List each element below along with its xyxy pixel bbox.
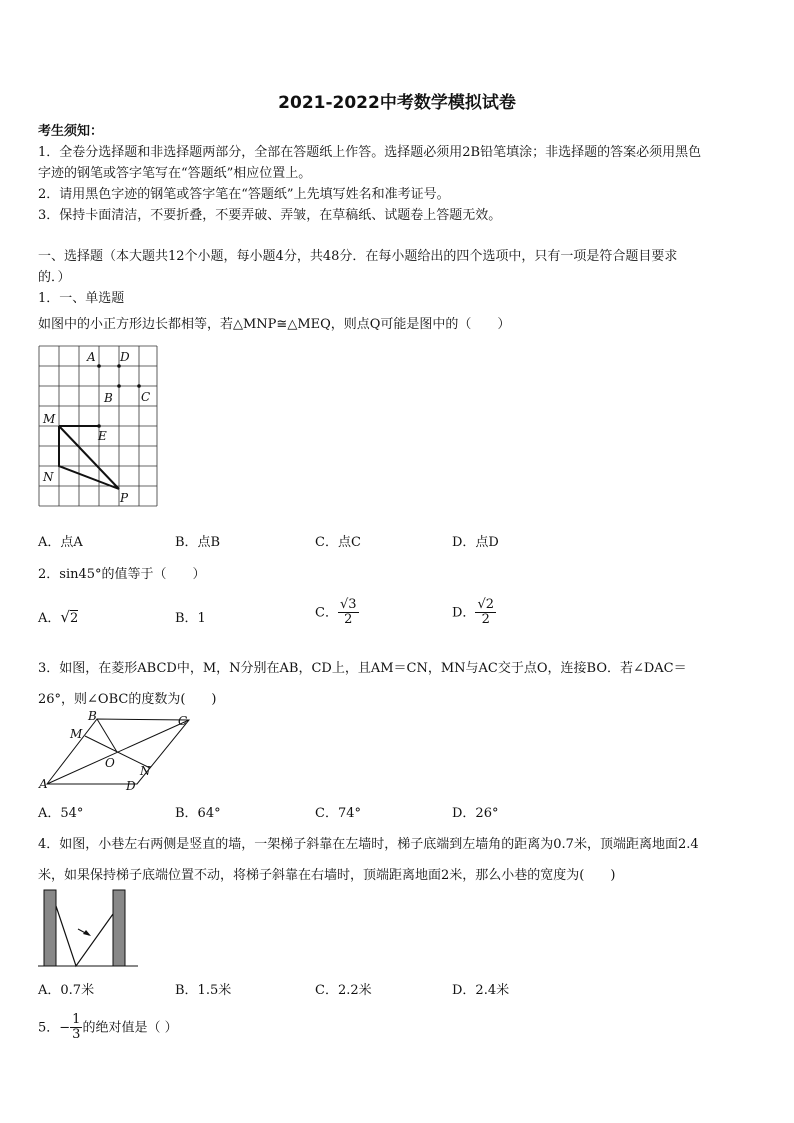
q1-option-a: A．点A <box>38 535 83 550</box>
q3-stem-line2: 26°，则∠OBC的度数为( ) <box>38 692 217 707</box>
right-wall <box>113 890 125 966</box>
notice-heading: 考生须知： <box>38 124 104 139</box>
q2-option-c-label: C． <box>315 605 338 621</box>
notice-line: 2．请用黑色字迹的钢笔或答字笔在“答题纸”上先填写姓名和准考证号。 <box>38 187 450 202</box>
q3-label-C: C <box>178 714 188 728</box>
label-B: B <box>104 391 113 405</box>
section-heading: 一、选择题（本大题共12个小题，每小题4分，共48分．在每小题给出的四个选项中，只有一项是符合题目要求 <box>38 249 678 264</box>
q2-stem: 2．sin45°的值等于（ ） <box>38 567 206 582</box>
label-M: M <box>43 412 56 426</box>
label-C: C <box>141 390 151 404</box>
q5-stem <box>38 1013 178 1043</box>
triangles <box>59 426 119 489</box>
label-E: E <box>98 429 107 443</box>
q2-option-a-label: A． <box>38 611 61 626</box>
q4-stem-line2: 米，如果保持梯子底端位置不动，将梯子斜靠在右墙时，顶端距离地面2米，那么小巷的宽度为( ) <box>38 868 616 883</box>
label-D: D <box>120 350 130 364</box>
q2-option-c-den: 2 <box>344 612 353 628</box>
q5-den: 3 <box>72 1027 81 1043</box>
q1-grid-figure <box>38 345 160 510</box>
q5-suffix: 的绝对值是（ ） <box>82 1020 178 1036</box>
label-P: P <box>120 491 129 505</box>
q3-option-c: C．74° <box>315 806 361 821</box>
page-title: 2021-2022中考数学模拟试卷 <box>278 93 516 113</box>
q3-option-b: B．64° <box>175 806 221 821</box>
left-wall <box>44 890 56 966</box>
q3-option-a: A．54° <box>38 806 84 821</box>
q5-prefix: 5．− <box>38 1020 71 1036</box>
q4-option-c: C．2.2米 <box>315 983 372 998</box>
notice-line: 1．全卷分选择题和非选择题两部分，全部在答题纸上作答。选择题必须用2B铅笔填涂；非选择题的答案必须用黑色 <box>38 145 702 160</box>
q4-stem-line1: 4．如图，小巷左右两侧是竖直的墙，一架梯子斜靠在左墙时，梯子底端到左墙角的距离为0.7米，顶端距离地面2.4 <box>38 837 699 852</box>
q4-option-a: A．0.7米 <box>38 983 95 998</box>
q4-alley-figure <box>38 886 142 970</box>
q5-num: 1 <box>72 1012 81 1027</box>
q2-option-d-num: √2 <box>477 597 494 612</box>
q1-option-c: C．点C <box>315 535 361 550</box>
q2-option-c <box>315 598 359 628</box>
q4-option-b: B．1.5米 <box>175 983 232 998</box>
q2-option-a-radicand: 2 <box>69 611 79 626</box>
label-N: N <box>43 470 54 484</box>
ladders <box>56 906 113 966</box>
q3-option-d: D．26° <box>452 806 499 821</box>
q3-label-B: B <box>88 709 97 723</box>
label-A: A <box>87 350 96 364</box>
q2-option-d-den: 2 <box>481 612 490 628</box>
q3-label-N: N <box>140 764 151 778</box>
q3-stem-line1: 3．如图，在菱形ABCD中，M，N分别在AB，CD上，且AM＝CN，MN与AC交于点O，连接BO．若∠DAC＝ <box>38 661 687 676</box>
q2-option-d <box>452 598 496 628</box>
arrow-head <box>83 930 91 936</box>
q3-label-A: A <box>39 777 48 791</box>
q3-label-M: M <box>70 727 83 741</box>
notice-line: 3．保持卡面清洁，不要折叠，不要弄破、弄皱，在草稿纸、试题卷上答题无效。 <box>38 208 502 223</box>
q2-option-a: A．√2 <box>38 608 79 626</box>
q3-label-D: D <box>126 779 136 793</box>
q2-option-d-label: D． <box>452 605 476 621</box>
q1-option-b: B．点B <box>175 535 221 550</box>
q3-label-O: O <box>105 756 115 770</box>
notice-line: 字迹的钢笔或答字笔写在“答题纸”相应位置上。 <box>38 166 312 181</box>
q4-option-d: D．2.4米 <box>452 983 510 998</box>
q1-stem: 如图中的小正方形边长都相等，若△MNP≅△MEQ，则点Q可能是图中的（ ） <box>38 317 511 332</box>
q1-option-d: D．点D <box>452 535 499 550</box>
q2-option-c-num: √3 <box>339 597 357 612</box>
q2-option-b: B．1 <box>175 611 206 626</box>
q3-rhombus-figure <box>38 708 198 794</box>
section-sub: 1．一、单选题 <box>38 291 125 306</box>
section-heading-cont: 的．） <box>38 270 71 285</box>
